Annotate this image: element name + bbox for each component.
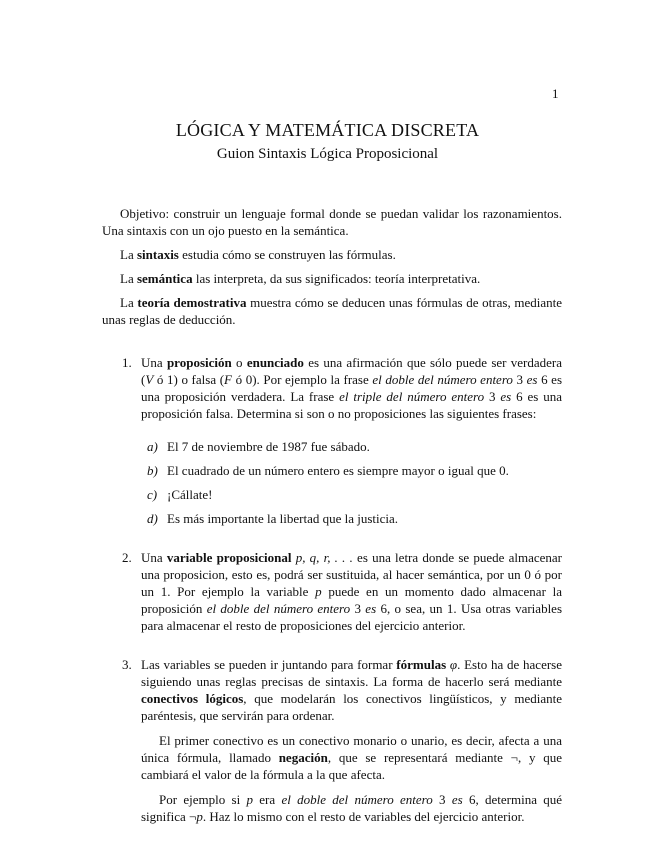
objective-paragraph: Objetivo: construir un lenguaje formal donde se puedan validar los razonamientos. Una sintaxis con un ojo puesto en la semántica.	[102, 206, 562, 238]
exercise-number: 2.	[122, 550, 132, 565]
proof-theory-paragraph: La teoría demostrativa muestra cómo se deducen unas fórmulas de otras, mediante unas reglas de deducción.	[102, 295, 562, 327]
syntax-paragraph: La sintaxis estudia cómo se construyen las fórmulas.	[120, 247, 396, 262]
exercise-3	[122, 656, 562, 825]
semantics-paragraph: La semántica las interpreta, da sus significados: teoría interpretativa.	[120, 271, 481, 286]
list-item: d) Es más importante la libertad que la justicia.	[147, 511, 399, 526]
exercise-1	[122, 354, 562, 527]
exercise-number: 1.	[122, 355, 132, 370]
exercise-3-example-text: Por ejemplo si p era el doble del número entero 3 es 6, determina qué significa ¬p. Haz lo mismo con el resto de variables del ejercicio anterior.	[141, 792, 563, 824]
exercise-2	[122, 549, 562, 634]
list-item: a) El 7 de noviembre de 1987 fue sábado.	[147, 439, 370, 454]
exercise-1-text: Una proposición o enunciado es una afirmación que sólo puede ser verdadera (V ó 1) o falsa (F ó 0). Por ejemplo la frase el doble del número entero 3 es 6 es una proposición verdadera. La frase el triple del número entero 3 es 6 es una proposición falsa. Determina si son o no proposiciones las siguientes frases:	[141, 355, 563, 421]
exercise-number: 3.	[122, 657, 132, 672]
document-subtitle: Guion Sintaxis Lógica Proposicional	[216, 146, 439, 162]
document-body	[102, 205, 563, 825]
exercise-3-negation-text: El primer conectivo es un conectivo monario o unario, es decir, afecta a una única fórmula, llamado negación, que se representará mediante ¬, y que cambiará el valor de la fórmula a la que afecta.	[141, 733, 562, 782]
exercise-3-text: Las variables se pueden ir juntando para formar fórmulas φ. Esto ha de hacerse siguiendo unas reglas precisas de sintaxis. La forma de hacerlo será mediante conectivos lógicos, que modelarán los conectivos lingüísticos, y mediante paréntesis, que servirán para ordenar.	[141, 657, 563, 723]
exercise-2-text: Una variable proposicional p, q, r, . . . es una letra donde se puede almacenar una proposicion, esto es, podrá ser sustituida, al hacer semántica, por un 0 ó por un 1. Por ejemplo la variable p puede en un momento dado almacenar la proposición el doble del número entero 3 es 6, o sea, un 1. Usa otras variables para almacenar el resto de proposiciones del ejercicio anterior.	[141, 550, 563, 633]
exercise-list	[122, 354, 562, 825]
list-item: b) El cuadrado de un número entero es siempre mayor o igual que 0.	[147, 463, 509, 478]
term-syntax: sintaxis	[136, 247, 179, 262]
exercise-1-sublist	[141, 438, 562, 527]
term-semantics: semántica	[136, 271, 193, 286]
document-title: LÓGICA Y MATEMÁTICA DISCRETA	[175, 120, 480, 140]
list-item: c) ¡Cállate!	[147, 487, 213, 502]
term-proof-theory: teoría demostrativa	[137, 295, 247, 310]
page-number: 1	[552, 86, 559, 101]
